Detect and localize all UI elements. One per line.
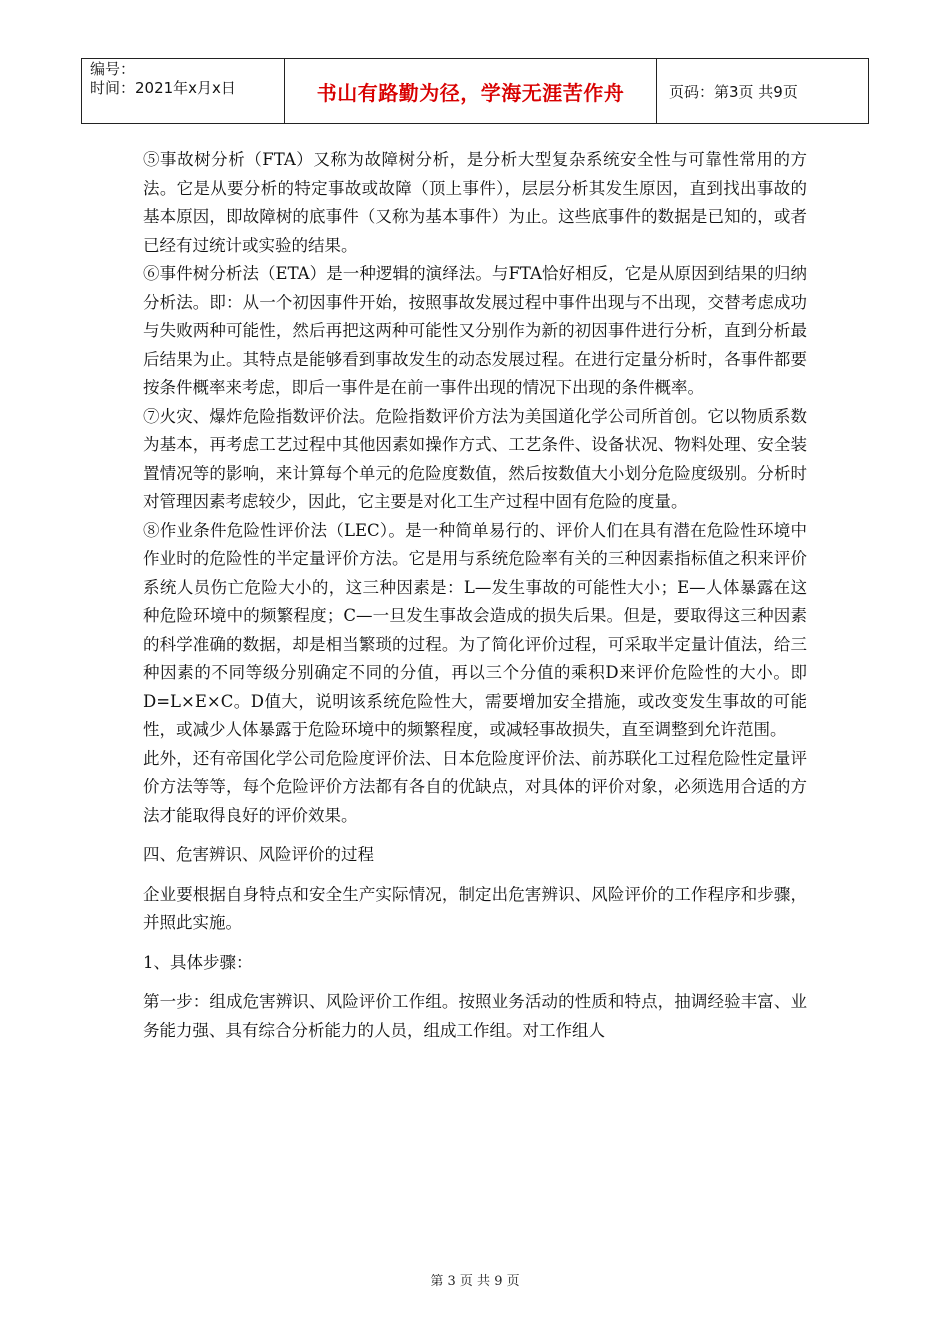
paragraph-other-methods: 此外，还有帝国化学公司危险度评价法、日本危险度评价法、前苏联化工过程危险性定量评价方法等等，每个危险评价方法都有各自的优缺点，对具体的评价对象，必须选用合适的方法才能取得良好的评价效果。 bbox=[143, 748, 807, 825]
paragraph-fta: ⑤事故树分析（FTA）又称为故障树分析，是分析大型复杂系统安全性与可靠性常用的方法。它是从要分析的特定事故或故障（顶上事件），层层分析其发生原因，直到找出事故的基本原因，即故障树的底事件（又称为基本事件）为止。这些底事件的数据是已知的，或者已经有过统计或实验的结果。 bbox=[143, 150, 807, 255]
paragraph-eta: ⑥事件树分析法（ETA）是一种逻辑的演绎法。与FTA恰好相反，它是从原因到结果的归纳分析法。即：从一个初因事件开始，按照事故发展过程中事件出现与不出现，交替考虑成功与失败两种可能性，然后再把这两种可能性又分别作为新的初因事件进行分析，直到分析最后结果为止。其特点是能够看到事故发生的动态发展过程。在进行定量分析时，各事件都要按条件概率来考虑，即后一事件是在前一事件出现的情况下出现的条件概率。 bbox=[143, 264, 807, 397]
document-time: 时间：2021年x月x日 bbox=[90, 79, 236, 97]
header-page-info: 页码：第3页 共9页 bbox=[656, 59, 868, 123]
header-motto: 书山有路勤为径，学海无涯苦作舟 bbox=[284, 59, 656, 123]
document-body bbox=[143, 146, 807, 1045]
document-number-label: 编号： bbox=[90, 60, 136, 78]
step-one: 第一步：组成危害辨识、风险评价工作组。按照业务活动的性质和特点，抽调经验丰富、业务能力强、具有综合分析能力的人员，组成工作组。对工作组人 bbox=[143, 992, 807, 1040]
page-footer: 第 3 页 共 9 页 bbox=[430, 1274, 520, 1289]
paragraph-lec: ⑧作业条件危险性评价法（LEC）。是一种简单易行的、评价人们在具有潜在危险性环境中作业时的危险性的半定量评价方法。它是用与系统危险率有关的三种因素指标值之积来评价系统人员伤亡危险大小的，这三种因素是：L—发生事故的可能性大小；E—人体暴露在这种危险环境中的频繁程度；C—一旦发生事故会造成的损失后果。但是，要取得这三种因素的科学准确的数据，却是相当繁琐的过程。为了简化评价过程，可采取半定量计值法，给三种因素的不同等级分别确定不同的分值，再以三个分值的乘积D来评价危险性的大小。即D=L×E×C。D值大，说明该系统危险性大，需要增加安全措施，或改变发生事故的可能性，或减少人体暴露于危险环境中的频繁程度，或减轻事故损失，直至调整到允许范围。 bbox=[143, 520, 807, 739]
paragraph-fire-explosion-index: ⑦火灾、爆炸危险指数评价法。危险指数评价方法为美国道化学公司所首创。它以物质系数为基本，再考虑工艺过程中其他因素如操作方式、工艺条件、设备状况、物料处理、安全装置情况等的影响，来计算每个单元的危险度数值，然后按数值大小划分危险度级别。分析时对管理因素考虑较少，因此，它主要是对化工生产过程中固有危险的度量。 bbox=[143, 406, 807, 511]
document-header bbox=[81, 58, 869, 124]
header-meta bbox=[82, 59, 284, 123]
section-heading: 四、危害辨识、风险评价的过程 bbox=[143, 845, 374, 864]
steps-heading: 1、具体步骤： bbox=[143, 952, 253, 972]
section-intro: 企业要根据自身特点和安全生产实际情况，制定出危害辨识、风险评价的工作程序和步骤，并照此实施。 bbox=[143, 884, 807, 932]
